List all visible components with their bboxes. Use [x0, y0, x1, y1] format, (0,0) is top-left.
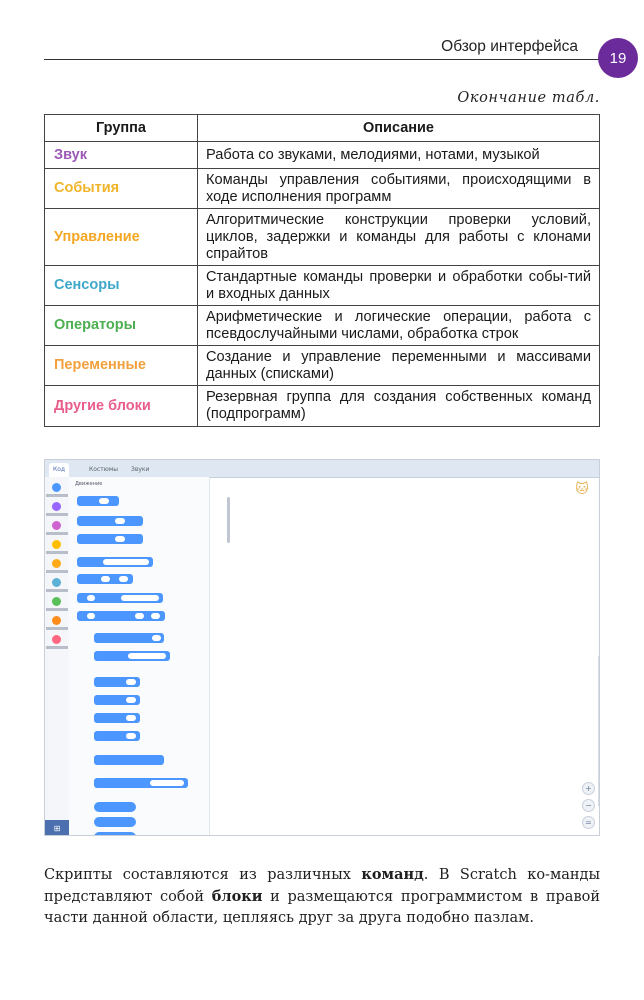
group-name-events: События: [45, 169, 198, 209]
category-label: [46, 570, 68, 573]
block-point-towards[interactable]: [94, 651, 170, 661]
category-label: [46, 513, 68, 516]
term-commands: команд: [361, 866, 424, 883]
block-go-to-xy[interactable]: [77, 574, 133, 584]
group-description: Арифметические и логические операции, работа с псевдослучайными числами, обработка строк: [198, 306, 600, 346]
tab-sounds[interactable]: Звуки: [131, 466, 150, 473]
category-dot-icon[interactable]: [52, 559, 61, 568]
block-change-x[interactable]: [94, 677, 140, 687]
table-row: [45, 386, 600, 427]
table-row: [45, 142, 600, 169]
add-extension-button[interactable]: ⊞: [45, 820, 69, 836]
column-header-description: Описание: [198, 115, 600, 142]
category-dot-icon[interactable]: [52, 578, 61, 587]
block-go-to[interactable]: [77, 557, 153, 567]
category-label: [46, 551, 68, 554]
tab-code[interactable]: Код: [49, 463, 69, 477]
table-row: [45, 209, 600, 266]
category-dot-icon[interactable]: [52, 540, 61, 549]
block-glide-to[interactable]: [77, 593, 163, 603]
table-row: [45, 169, 600, 209]
editor-tab-bar: [45, 460, 600, 478]
group-description: Стандартные команды проверки и обработки собы-тий и входных данных: [198, 266, 600, 306]
category-menu: [45, 477, 70, 820]
group-name-sensing: Сенсоры: [45, 266, 198, 306]
category-label: [46, 532, 68, 535]
palette-scrollbar[interactable]: [227, 497, 230, 543]
block-point-in-direction[interactable]: [94, 633, 164, 643]
category-label: [46, 589, 68, 592]
block-turn-right[interactable]: [77, 516, 143, 526]
category-dot-icon[interactable]: [52, 483, 61, 492]
category-label: [46, 646, 68, 649]
block-groups-table: [44, 114, 600, 427]
table-row: [45, 346, 600, 386]
category-dot-icon[interactable]: [52, 635, 61, 644]
category-label: [46, 627, 68, 630]
category-dot-icon[interactable]: [52, 616, 61, 625]
table-row: [45, 306, 600, 346]
group-name-sound: Звук: [45, 142, 198, 169]
block-move[interactable]: [77, 496, 119, 506]
body-paragraph: [44, 864, 600, 929]
table-header-row: [45, 115, 600, 142]
palette-heading: Движение: [75, 481, 103, 487]
category-label: [46, 608, 68, 611]
block-if-on-edge-bounce[interactable]: [94, 755, 164, 765]
running-header-title: Обзор интерфейса: [441, 38, 578, 55]
group-description: Создание и управление переменными и массивами данных (списками): [198, 346, 600, 386]
category-dot-icon[interactable]: [52, 521, 61, 530]
block-set-y[interactable]: [94, 731, 140, 741]
block-glide-to-xy[interactable]: [77, 611, 165, 621]
zoom-out-icon[interactable]: −: [582, 799, 595, 812]
zoom-reset-icon[interactable]: =: [582, 816, 595, 829]
table-caption: Окончание табл.: [457, 90, 600, 106]
block-set-x[interactable]: [94, 695, 140, 705]
group-description: Работа со звуками, мелодиями, нотами, музыкой: [198, 142, 600, 169]
category-dot-icon[interactable]: [52, 597, 61, 606]
column-header-group: Группа: [45, 115, 198, 142]
paragraph-text: . В Scratch ко-манды представляют собой: [44, 867, 601, 905]
scratch-editor-screenshot: [44, 459, 600, 836]
table-row: [45, 266, 600, 306]
group-description: Резервная группа для создания собственных команд (подпрограмм): [198, 386, 600, 427]
group-description: Команды управления событиями, происходящими в ходе исполнения программ: [198, 169, 600, 209]
header-rule: [44, 59, 600, 60]
category-dot-icon[interactable]: [52, 502, 61, 511]
term-blocks: блоки: [211, 888, 263, 905]
reporter-y-position[interactable]: [94, 817, 136, 827]
group-name-my-blocks: Другие блоки: [45, 386, 198, 427]
category-label: [46, 494, 68, 497]
block-set-rotation-style[interactable]: [94, 778, 188, 788]
reporter-direction[interactable]: [94, 832, 136, 836]
paragraph-text: и размещаются программистом в правой части данной области, цепляясь друг за друга подобно пазлам.: [44, 889, 601, 926]
zoom-in-icon[interactable]: +: [582, 782, 595, 795]
block-palette: [69, 477, 210, 836]
paragraph-text: Скрипты составляются из различных: [44, 867, 362, 883]
block-turn-left[interactable]: [77, 534, 143, 544]
block-change-y[interactable]: [94, 713, 140, 723]
sprite-cat-icon: 🐱: [575, 482, 589, 497]
reporter-x-position[interactable]: [94, 802, 136, 812]
tab-costumes[interactable]: Костюмы: [89, 466, 119, 473]
page-number-badge: 19: [598, 38, 638, 78]
group-name-operators: Операторы: [45, 306, 198, 346]
script-area-scrollbar[interactable]: [598, 656, 600, 806]
group-name-variables: Переменные: [45, 346, 198, 386]
group-description: Алгоритмические конструкции проверки условий, циклов, задержки и команды для работы с клонами спрайтов: [198, 209, 600, 266]
group-name-control: Управление: [45, 209, 198, 266]
